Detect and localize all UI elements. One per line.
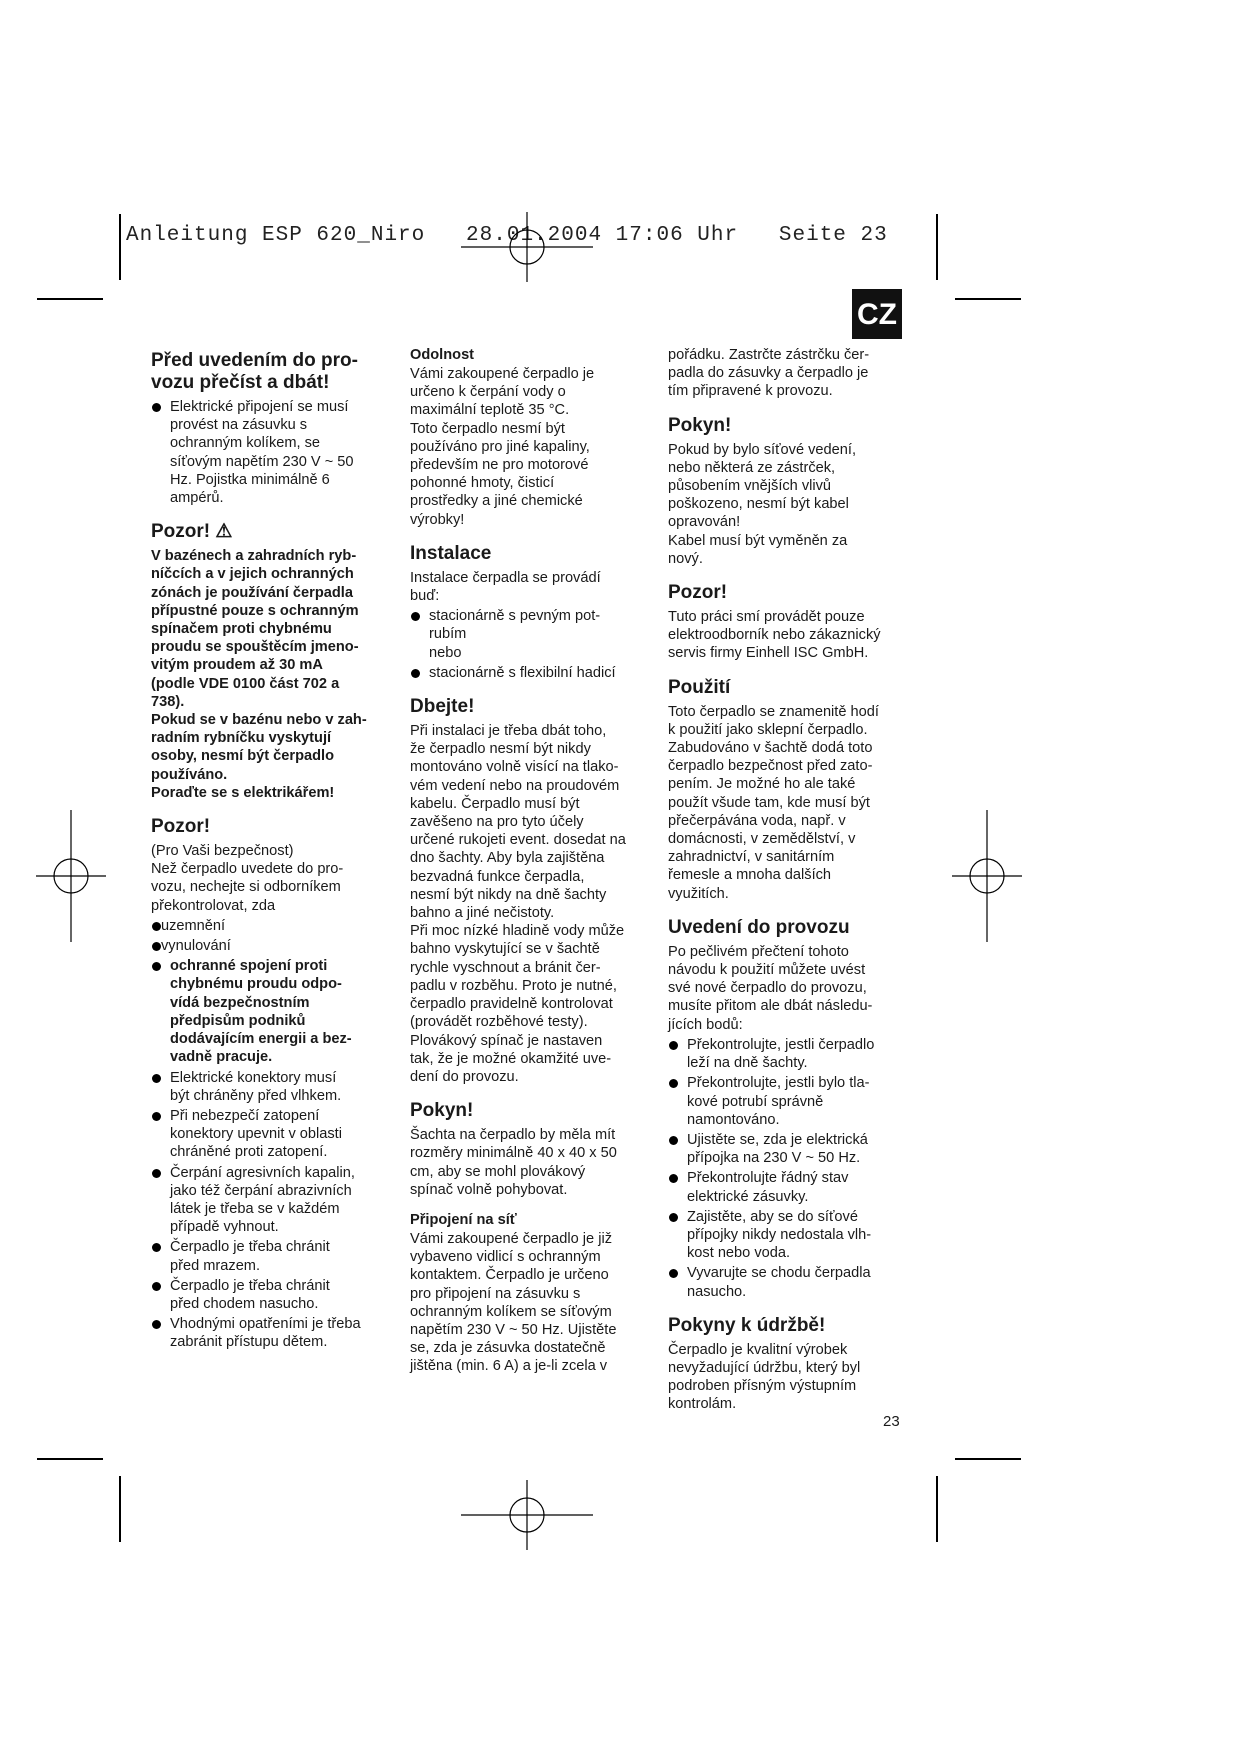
list-item: Překontrolujte, jestli čerpadlo leží na dně šachty. [668, 1036, 908, 1072]
heading-resistance: Odolnost [410, 347, 475, 363]
list-item: Překontrolujte řádný stav elektrické zásuvky. [668, 1169, 908, 1205]
heading-note: Dbejte! [410, 696, 475, 718]
caution-text: V bazénech a zahradních ryb- níčcích a v jejich ochranných zónách je používání čerpadla přípustné pouze s ochranným spínačem proti chybnému proudu se spouštěcím jmeno- vitým proudem až 30 mA (podle VDE 0100 část 702 a 738). Pokud se v bazénu nebo v zah- radním rybníčku vyskytují osoby, nesmí být čerpadlo používáno. Poraďte se s elektrikářem! [151, 548, 367, 801]
list-item: Překontrolujte, jestli bylo tla- kové potrubí správně namontováno. [668, 1074, 908, 1129]
mains-connection-text: Vámi zakoupené čerpadlo je již vybaveno vidlicí s ochranným kontaktem. Čerpadlo je určeno pro připojení na zásuvku s ochranným kolíkem se síťovým napětím 230 V ~ 50 Hz. Ujistěte se, zda je zásuvka dostatečně jištěna (min. 6 A) a je-li zcela v [410, 1230, 617, 1375]
heading-maintenance: Pokyny k údržbě! [668, 1314, 826, 1336]
print-slug: Anleitung ESP 620_Niro 28.01.2004 17:06 Uhr Seite 23 [126, 224, 888, 247]
list-item: ochranné spojení proti chybnému proudu odpo- vídá bezpečnostním předpisům podniků dodávajícím energii a bez- vadně pracuje. [151, 957, 391, 1066]
hint-text: Pokud by bylo síťové vedení, nebo některá ze zástrček, působením vnějších vlivů poškozeno, nesmí být kabel opravován! Kabel musí být vyměněn za nový. [668, 441, 857, 567]
continuation-text: pořádku. Zastrčte zástrčku čer- padla do zásuvky a čerpadlo je tím připravené k provozu. [668, 347, 870, 400]
heading-mains-connection: Připojení na síť [410, 1211, 517, 1228]
crop-mark [119, 1476, 121, 1542]
column-1 [151, 346, 391, 1354]
list-item: Čerpadlo je třeba chránit před chodem nasucho. [151, 1277, 391, 1313]
list-item: Elektrické připojení se musí provést na zásuvku s ochranným kolíkem, se síťovým napětím 230 V ~ 50 Hz. Pojistka minimálně 6 ampérů. [151, 398, 391, 507]
registration-mark-right [952, 810, 1022, 942]
heading-caution: Pozor! ⚠ [151, 521, 233, 543]
heading-hint: Pokyn! [668, 414, 732, 436]
crop-mark [936, 214, 938, 280]
maintenance-text: Čerpadlo je kvalitní výrobek nevyžadující údržbu, který byl podroben přísným výstupním kontrolám. [668, 1341, 861, 1413]
installation-text: Instalace čerpadla se provádí buď: [410, 569, 601, 605]
list-item: uzemnění [151, 917, 391, 935]
list-item: vynulování [151, 937, 391, 955]
crop-mark [955, 298, 1021, 300]
resistance-text: Vámi zakoupené čerpadlo je určeno k čerpání vody o maximální teplotě 35 °C. Toto čerpadlo nesmí být používáno pro jiné kapaliny, především ne pro motorové pohonné hmoty, čisticí prostředky a jiné chemické výrobky! [410, 366, 595, 528]
registration-mark-top [461, 212, 593, 282]
heading-usage: Použití [668, 676, 731, 698]
list-item: Při nebezpečí zatopení konektory upevnit v oblasti chráněné proti zatopení. [151, 1107, 391, 1162]
list-item: stacionárně s flexibilní hadicí [410, 664, 650, 682]
heading-caution-2: Pozor! [151, 816, 211, 838]
registration-mark-bottom [461, 1480, 593, 1550]
crop-mark [37, 298, 103, 300]
caution-text: Tuto práci smí provádět pouze elektroodborník nebo zákaznický servis firmy Einhell ISC GmbH. [668, 609, 881, 662]
usage-text: Toto čerpadlo se znamenitě hodí k použití jako sklepní čerpadlo. Zabudováno v šachtě dodá toto čerpadlo bezpečnost před zato- pením. Je možné ho ale také použít všude tam, kde musí být přečerpávána voda, např. v domácnosti, v zemědělství, v zahradnictví, v sanitárním řemesle a mnoha dalších využitích. [668, 703, 879, 902]
heading-hint: Pokyn! [410, 1100, 474, 1122]
heading-installation: Instalace [410, 542, 492, 564]
column-3 [668, 346, 908, 1416]
column-2 [410, 346, 650, 1378]
safety-intro: (Pro Vaši bezpečnost) Než čerpadlo uvedete do pro- vozu, nechejte si odborníkem překontrolovat, zda [151, 843, 344, 914]
crop-mark [37, 1458, 103, 1460]
list-item: Vyvarujte se chodu čerpadla nasucho. [668, 1264, 908, 1300]
list-item: Čerpání agresivních kapalin, jako též čerpání abrazivních látek je třeba se v každém případě vyhnout. [151, 1164, 391, 1237]
heading-before-use: Před uvedením do pro- vozu přečíst a dbát! [151, 350, 358, 393]
hint-text: Šachta na čerpadlo by měla mít rozměry minimálně 40 x 40 x 50 cm, aby se mohl plovákový spínač volně pohybovat. [410, 1127, 617, 1198]
list-item: Čerpadlo je třeba chránit před mrazem. [151, 1238, 391, 1274]
registration-mark-left [36, 810, 106, 942]
list-item: stacionárně s pevným pot- rubím nebo [410, 607, 650, 662]
language-badge: CZ [852, 289, 902, 339]
crop-mark [119, 214, 121, 280]
crop-mark [936, 1476, 938, 1542]
list-item: Zajistěte, aby se do síťové přípojky nikdy nedostala vlh- kost nebo voda. [668, 1208, 908, 1263]
list-item: Ujistěte se, zda je elektrická přípojka na 230 V ~ 50 Hz. [668, 1131, 908, 1167]
note-text: Při instalaci je třeba dbát toho, že čerpadlo nesmí být nikdy montováno volně visící na tlako- vém vedení nebo na proudovém kabelu. Čerpadlo musí být zavěšeno na pro tyto účely určené rukojeti event. dosedat na dno šachty. Aby byla zajištěna bezvadná funkce čerpadla, nesmí být nikdy na dně šachty bahno a jiné nečistoty. Při moc nízké hladině vody může bahno vyskytující se v šachtě rychle vyschnout a bránit čer- padlu v rozběhu. Proto je nutné, čerpadlo pravidelně kontrolovat (provádět rozběhové testy). Plovákový spínač je nastaven tak, že je možné okamžité uve- dení do provozu. [410, 723, 626, 1085]
commissioning-text: Po pečlivém přečtení tohoto návodu k použití můžete uvést své nové čerpadlo do provozu, musíte přitom ale dbát následu- jících bodů: [668, 943, 873, 1033]
heading-commissioning: Uvedení do provozu [668, 916, 850, 938]
heading-caution: Pozor! [668, 582, 728, 604]
page-number: 23 [883, 1413, 900, 1430]
crop-mark [955, 1458, 1021, 1460]
list-item: Vhodnými opatřeními je třeba zabránit přístupu dětem. [151, 1315, 391, 1351]
list-item: Elektrické konektory musí být chráněny před vlhkem. [151, 1069, 391, 1105]
